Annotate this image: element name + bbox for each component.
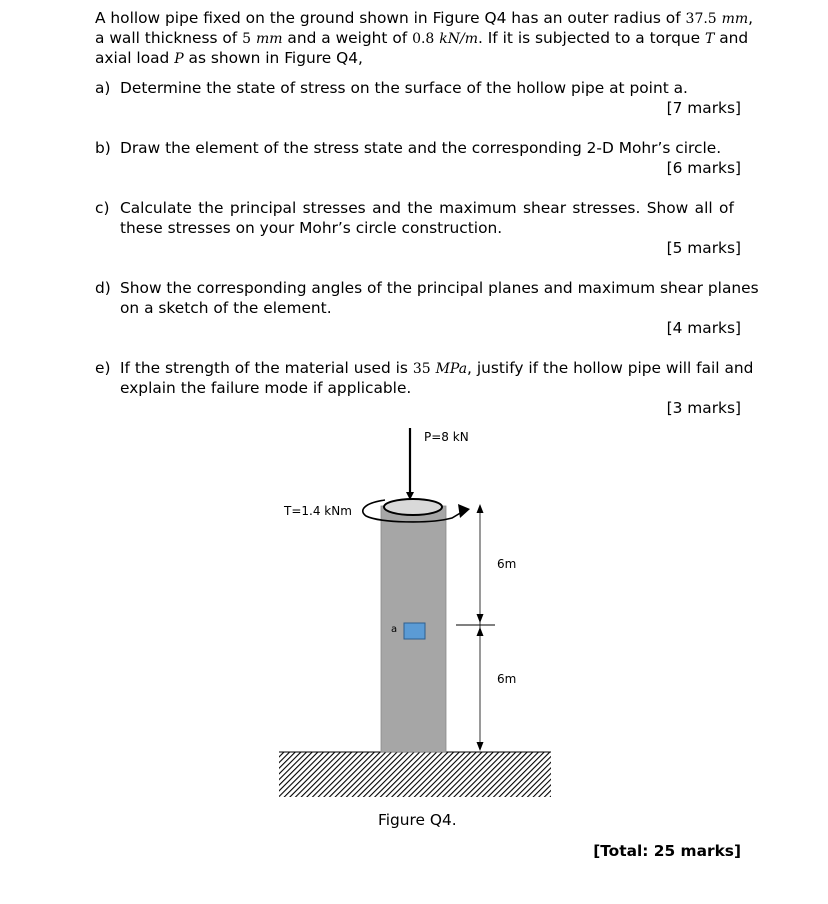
- torque-arrowhead: [458, 504, 470, 518]
- intro-text: . If it is subjected to a torque: [477, 29, 705, 47]
- point-a-label: a: [391, 624, 398, 635]
- weight-value: 0.8: [412, 31, 435, 47]
- dim-arrow-mid-up: [477, 614, 484, 623]
- question-e-text: If the strength of the material used is: [120, 359, 413, 377]
- question-d-marks: [4 marks]: [666, 319, 741, 337]
- intro-text: a wall thickness of: [95, 29, 243, 47]
- torque-symbol: T: [704, 31, 715, 47]
- question-a-label: a): [95, 79, 111, 97]
- question-d-label: d): [95, 279, 111, 297]
- total-marks: [Total: 25 marks]: [593, 842, 741, 860]
- strength-value: 35: [412, 361, 431, 377]
- dim-arrow-top: [477, 504, 484, 513]
- question-c-label: c): [95, 199, 110, 217]
- question-c-marks: [5 marks]: [666, 239, 741, 257]
- question-e-text-2: explain the failure mode if applicable.: [120, 379, 412, 397]
- ground-hatch: [279, 752, 551, 797]
- point-a-element: [404, 623, 425, 639]
- question-b-text: Draw the element of the stress state and the corresponding 2-D Mohr’s circle.: [120, 139, 722, 157]
- question-a-marks: [7 marks]: [666, 99, 741, 117]
- wall-thickness-unit: mm: [255, 31, 283, 47]
- question-e-text: , justify if the hollow pipe will fail and: [467, 359, 754, 377]
- pipe-top: [384, 499, 442, 515]
- intro-text: and: [714, 29, 749, 47]
- question-b-marks: [6 marks]: [666, 159, 741, 177]
- intro-text: A hollow pipe fixed on the ground shown in Figure Q4 has an outer radius of: [95, 9, 686, 27]
- load-label: P=8 kN: [424, 430, 469, 444]
- intro-text: as shown in Figure Q4,: [183, 49, 363, 67]
- torque-label: T=1.4 kNm: [284, 504, 352, 518]
- outer-radius-unit: mm: [721, 11, 749, 27]
- figure-caption: Figure Q4.: [378, 811, 457, 829]
- question-e-marks: [3 marks]: [666, 399, 741, 417]
- question-a-text: Determine the state of stress on the surface of the hollow pipe at point a.: [120, 79, 688, 97]
- intro-text: and a weight of: [282, 29, 413, 47]
- wall-thickness-value: 5: [242, 31, 252, 47]
- question-c-text-1: Calculate the principal stresses and the maximum shear stresses. Show all of: [120, 199, 734, 217]
- question-d-text-2: on a sketch of the element.: [120, 299, 332, 317]
- question-d-text-1: Show the corresponding angles of the principal planes and maximum shear planes: [120, 279, 759, 297]
- dimension-lower-label: 6m: [497, 672, 517, 686]
- question-b-label: b): [95, 139, 111, 157]
- strength-unit: MPa: [435, 361, 468, 377]
- weight-unit: kN/m: [439, 31, 478, 47]
- dim-arrow-bottom: [477, 742, 484, 751]
- load-symbol: P: [174, 51, 184, 67]
- intro-text: axial load: [95, 49, 175, 67]
- dim-arrow-mid-down: [477, 627, 484, 636]
- question-e-label: e): [95, 359, 111, 377]
- dimension-upper-label: 6m: [497, 557, 517, 571]
- intro-text: ,: [748, 9, 754, 27]
- outer-radius-value: 37.5: [685, 11, 717, 27]
- question-c-text-2: these stresses on your Mohr’s circle construction.: [120, 219, 503, 237]
